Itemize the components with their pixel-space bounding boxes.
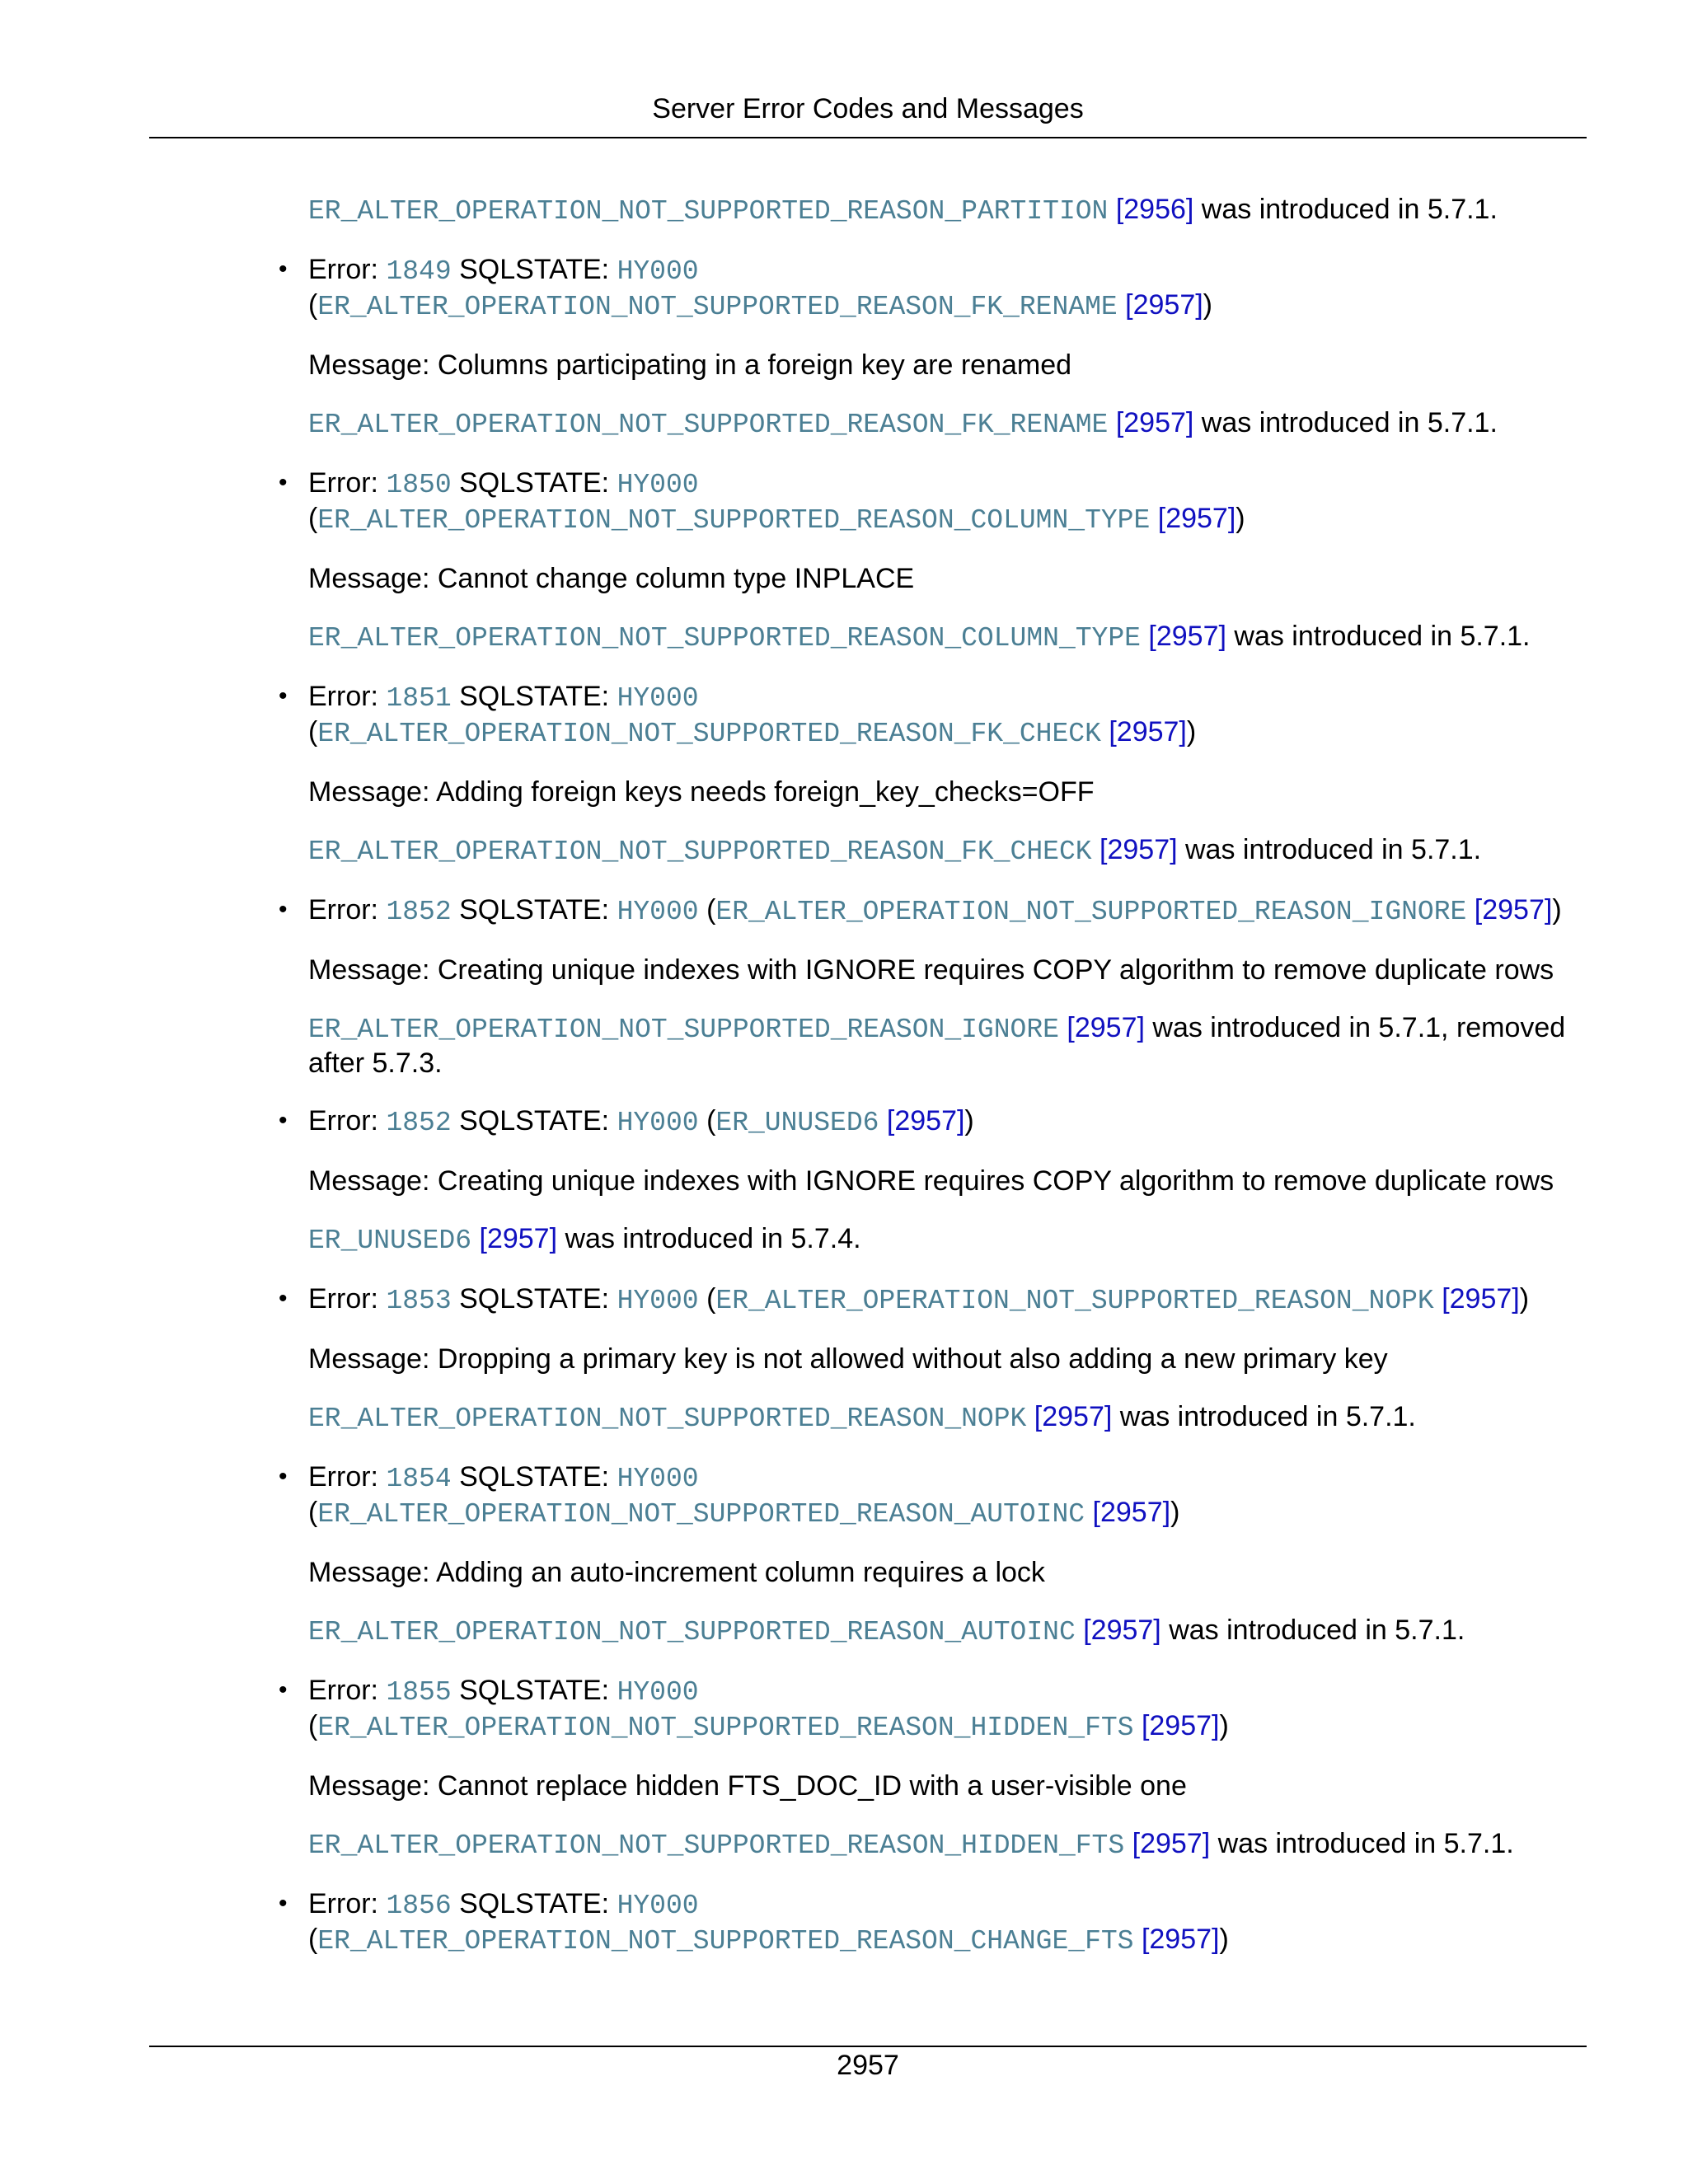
page-reference-link[interactable]: [2957] <box>1115 407 1194 438</box>
close-paren: ) <box>1170 1497 1180 1528</box>
close-paren: ) <box>1236 503 1245 534</box>
error-history-line <box>308 833 1594 869</box>
bullet-icon: • <box>279 469 288 496</box>
sqlstate-label: SQLSTATE: <box>451 1283 617 1315</box>
error-symbol[interactable]: ER_ALTER_OPERATION_NOT_SUPPORTED_REASON_HIDDEN_FTS <box>317 1713 1134 1743</box>
open-paren: ( <box>308 1497 318 1528</box>
error-history-line <box>308 406 1594 442</box>
history-text: was introduced in 5.7.1, removed after 5.7.3. <box>308 1012 1566 1079</box>
history-text: was introduced in 5.7.4. <box>557 1223 861 1254</box>
error-header-line <box>308 1460 1594 1496</box>
error-symbol[interactable]: ER_UNUSED6 <box>715 1108 879 1138</box>
error-history-line <box>308 1400 1594 1436</box>
error-header-line <box>308 1282 1594 1318</box>
error-entry <box>279 893 1594 1104</box>
error-symbol[interactable]: ER_ALTER_OPERATION_NOT_SUPPORTED_REASON_CHANGE_FTS <box>317 1926 1134 1957</box>
error-symbol-line <box>308 715 1594 751</box>
error-symbol[interactable]: ER_UNUSED6 <box>308 1226 472 1256</box>
error-entry <box>279 253 1594 466</box>
error-symbol-line <box>308 1923 1594 1958</box>
sqlstate-label: SQLSTATE: <box>451 1105 617 1137</box>
close-paren: ) <box>964 1105 974 1137</box>
error-entry <box>279 1460 1594 1674</box>
error-symbol[interactable]: ER_ALTER_OPERATION_NOT_SUPPORTED_REASON_PARTITION <box>308 196 1109 227</box>
history-text: was introduced in 5.7.1. <box>1226 621 1531 652</box>
error-code: 1854 <box>386 1464 452 1494</box>
error-code: 1851 <box>386 683 452 714</box>
sqlstate-value: HY000 <box>617 683 699 714</box>
error-label: Error: <box>308 894 387 926</box>
header-divider <box>149 137 1587 138</box>
open-paren: ( <box>706 1105 716 1137</box>
bullet-icon: • <box>279 1676 288 1704</box>
error-header-line <box>308 893 1594 929</box>
sqlstate-value: HY000 <box>617 1108 699 1138</box>
error-symbol-line <box>308 1709 1594 1745</box>
sqlstate-value: HY000 <box>617 897 699 927</box>
error-message: Message: Creating unique indexes with IGNORE requires COPY algorithm to remove duplicate rows <box>308 1165 1554 1197</box>
history-text: was introduced in 5.7.1. <box>1210 1828 1514 1859</box>
close-paren: ) <box>1186 716 1197 748</box>
sqlstate-label: SQLSTATE: <box>451 681 617 712</box>
history-text: was introduced in 5.7.1. <box>1193 407 1498 438</box>
page-reference-link[interactable]: [2957] <box>1141 1710 1220 1741</box>
error-history-line <box>308 1614 1594 1649</box>
error-message: Message: Adding an auto-increment column requires a lock <box>308 1557 1045 1588</box>
error-symbol[interactable]: ER_ALTER_OPERATION_NOT_SUPPORTED_REASON_FK_CHECK <box>308 837 1092 867</box>
error-code: 1849 <box>386 256 452 287</box>
page-reference-link[interactable]: [2957] <box>1034 1401 1113 1432</box>
error-entry <box>279 1674 1594 1887</box>
bullet-icon: • <box>279 1107 288 1134</box>
page-reference-link[interactable]: [2957] <box>479 1223 558 1254</box>
error-entry <box>279 1282 1594 1460</box>
error-header-line <box>308 680 1594 715</box>
error-symbol[interactable]: ER_ALTER_OPERATION_NOT_SUPPORTED_REASON_FK_RENAME <box>308 410 1109 440</box>
sqlstate-label: SQLSTATE: <box>451 467 617 499</box>
page-header-title: Server Error Codes and Messages <box>652 93 1084 124</box>
error-label: Error: <box>308 681 387 712</box>
error-entry <box>279 1887 1594 1958</box>
open-paren: ( <box>706 1283 716 1315</box>
error-symbol-line <box>308 1496 1594 1531</box>
error-symbol[interactable]: ER_ALTER_OPERATION_NOT_SUPPORTED_REASON_FK_CHECK <box>317 719 1101 749</box>
history-text: was introduced in 5.7.1. <box>1112 1401 1416 1432</box>
error-symbol-line <box>308 288 1594 324</box>
error-message: Message: Columns participating in a foreign key are renamed <box>308 349 1072 381</box>
open-paren: ( <box>308 503 318 534</box>
error-symbol[interactable]: ER_ALTER_OPERATION_NOT_SUPPORTED_REASON_NOPK <box>308 1404 1027 1434</box>
error-code: 1855 <box>386 1677 452 1708</box>
page-reference-link[interactable]: [2957] <box>1132 1828 1211 1859</box>
error-history-line <box>308 1011 1594 1080</box>
sqlstate-label: SQLSTATE: <box>451 894 617 926</box>
sqlstate-label: SQLSTATE: <box>451 1888 617 1919</box>
error-message: Message: Creating unique indexes with IGNORE requires COPY algorithm to remove duplicate rows <box>308 954 1554 986</box>
history-text: was introduced in 5.7.1. <box>1160 1615 1465 1646</box>
error-symbol[interactable]: ER_ALTER_OPERATION_NOT_SUPPORTED_REASON_IGNORE <box>715 897 1467 927</box>
error-symbol[interactable]: ER_ALTER_OPERATION_NOT_SUPPORTED_REASON_IGNORE <box>308 1015 1059 1045</box>
error-label: Error: <box>308 1461 387 1493</box>
error-symbol[interactable]: ER_ALTER_OPERATION_NOT_SUPPORTED_REASON_FK_RENAME <box>317 292 1118 322</box>
page-reference-link[interactable]: [2957] <box>1148 621 1226 652</box>
error-code: 1852 <box>386 1108 452 1138</box>
error-header-line <box>308 1887 1594 1923</box>
close-paren: ) <box>1552 894 1562 926</box>
page-reference-link[interactable]: [2957] <box>1092 1497 1171 1528</box>
history-text: was introduced in 5.7.1. <box>1193 194 1498 225</box>
open-paren: ( <box>308 716 318 748</box>
bullet-icon: • <box>279 1890 288 1917</box>
sqlstate-value: HY000 <box>617 256 699 287</box>
error-symbol[interactable]: ER_ALTER_OPERATION_NOT_SUPPORTED_REASON_AUTOINC <box>308 1617 1076 1647</box>
error-header-line <box>308 1674 1594 1709</box>
history-text: was introduced in 5.7.1. <box>1177 834 1482 865</box>
error-history-line <box>308 620 1594 655</box>
sqlstate-label: SQLSTATE: <box>451 1675 617 1706</box>
sqlstate-value: HY000 <box>617 1677 699 1708</box>
page-reference-link[interactable]: [2957] <box>1100 834 1178 865</box>
error-code: 1850 <box>386 470 452 500</box>
error-entry <box>279 466 1594 680</box>
error-list <box>279 253 1594 1958</box>
error-label: Error: <box>308 467 387 499</box>
error-entry <box>279 680 1594 893</box>
bullet-icon: • <box>279 682 288 710</box>
sqlstate-value: HY000 <box>617 1464 699 1494</box>
error-history-line <box>308 1827 1594 1863</box>
error-code: 1852 <box>386 897 452 927</box>
page-number: 2957 <box>837 2050 899 2081</box>
sqlstate-label: SQLSTATE: <box>451 254 617 285</box>
open-paren: ( <box>308 1710 318 1741</box>
error-label: Error: <box>308 1888 387 1919</box>
error-symbol[interactable]: ER_ALTER_OPERATION_NOT_SUPPORTED_REASON_NOPK <box>715 1286 1434 1316</box>
page-reference-link[interactable]: [2957] <box>886 1105 965 1137</box>
error-label: Error: <box>308 1105 387 1137</box>
page-reference-link[interactable]: [2957] <box>1125 289 1203 321</box>
bullet-icon: • <box>279 1285 288 1312</box>
bullet-icon: • <box>279 1463 288 1490</box>
page-reference-link[interactable]: [2957] <box>1067 1012 1145 1043</box>
error-message: Message: Adding foreign keys needs foreign_key_checks=OFF <box>308 776 1095 808</box>
error-label: Error: <box>308 1675 387 1706</box>
close-paren: ) <box>1203 289 1212 321</box>
error-header-line <box>308 1104 1594 1140</box>
page-reference-link[interactable]: [2957] <box>1141 1924 1220 1955</box>
page-reference-link[interactable]: [2957] <box>1474 894 1553 926</box>
error-code: 1853 <box>386 1286 452 1316</box>
error-history-line <box>308 1222 1594 1258</box>
close-paren: ) <box>1219 1924 1229 1955</box>
error-symbol[interactable]: ER_ALTER_OPERATION_NOT_SUPPORTED_REASON_COLUMN_TYPE <box>308 623 1141 654</box>
error-code: 1856 <box>386 1891 452 1921</box>
bullet-icon: • <box>279 896 288 923</box>
error-entry <box>279 1104 1594 1282</box>
open-paren: ( <box>308 1924 318 1955</box>
close-paren: ) <box>1519 1283 1530 1315</box>
page-reference-link[interactable]: [2957] <box>1442 1283 1520 1315</box>
error-header-line <box>308 466 1594 502</box>
sqlstate-value: HY000 <box>617 1286 699 1316</box>
error-message: Message: Cannot replace hidden FTS_DOC_ID with a user-visible one <box>308 1770 1187 1802</box>
page-reference-link[interactable]: [2957] <box>1157 503 1236 534</box>
page-reference-link[interactable]: [2957] <box>1109 716 1187 748</box>
open-paren: ( <box>308 289 318 321</box>
sqlstate-value: HY000 <box>617 470 699 500</box>
sqlstate-label: SQLSTATE: <box>451 1461 617 1493</box>
error-symbol[interactable]: ER_ALTER_OPERATION_NOT_SUPPORTED_REASON_AUTOINC <box>317 1499 1085 1530</box>
error-symbol[interactable]: ER_ALTER_OPERATION_NOT_SUPPORTED_REASON_HIDDEN_FTS <box>308 1830 1125 1861</box>
error-symbol[interactable]: ER_ALTER_OPERATION_NOT_SUPPORTED_REASON_COLUMN_TYPE <box>317 505 1151 536</box>
sqlstate-value: HY000 <box>617 1891 699 1921</box>
error-symbol-line <box>308 502 1594 537</box>
error-message: Message: Dropping a primary key is not allowed without also adding a new primary key <box>308 1343 1388 1375</box>
page-reference-link[interactable]: [2956] <box>1115 194 1194 225</box>
error-label: Error: <box>308 1283 387 1315</box>
close-paren: ) <box>1219 1710 1229 1741</box>
open-paren: ( <box>706 894 716 926</box>
page-content <box>279 193 1594 1958</box>
bullet-icon: • <box>279 255 288 283</box>
intro-history-line <box>308 193 1594 228</box>
error-label: Error: <box>308 254 387 285</box>
error-message: Message: Cannot change column type INPLACE <box>308 563 915 594</box>
page-reference-link[interactable]: [2957] <box>1083 1615 1161 1646</box>
error-header-line <box>308 253 1594 288</box>
